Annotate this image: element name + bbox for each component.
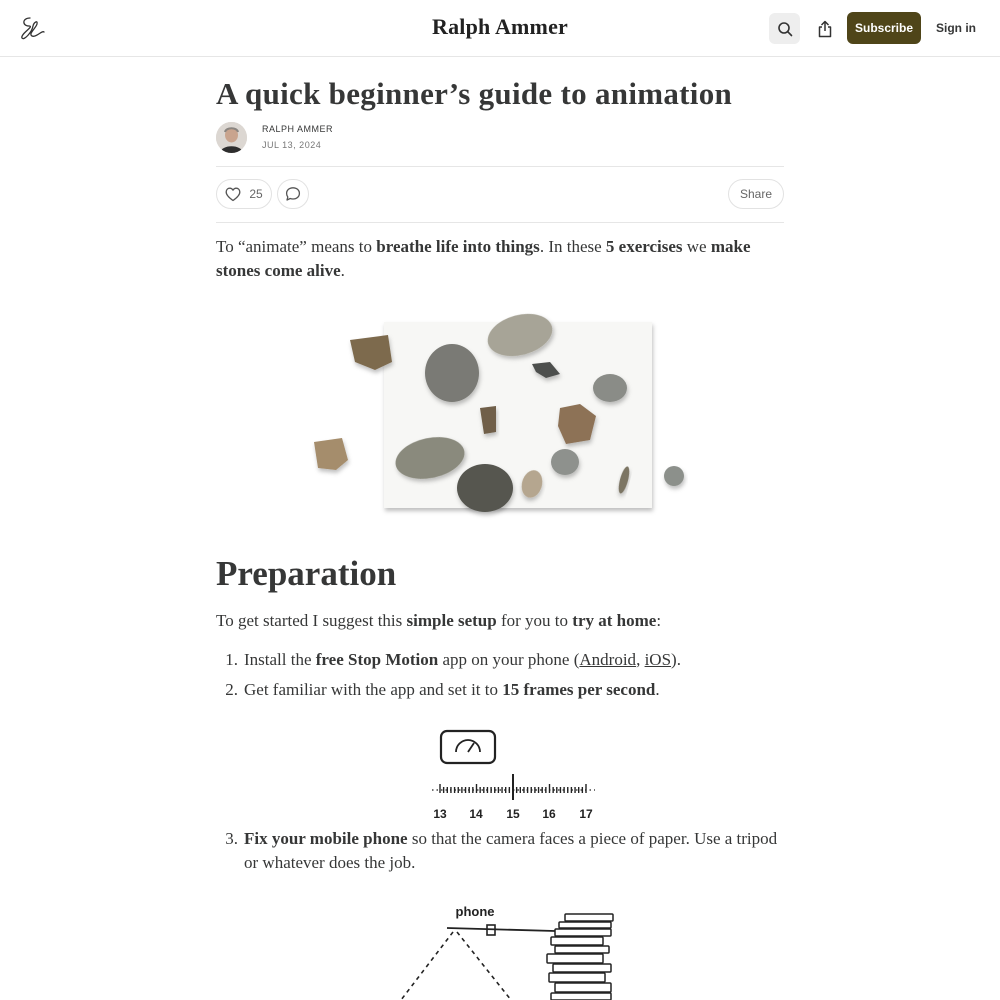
text: , (636, 650, 645, 669)
list-item (244, 648, 784, 672)
text: ). (671, 650, 681, 669)
tick-label: 17 (579, 807, 593, 821)
author-photo (216, 122, 247, 153)
text: Install the (244, 650, 316, 669)
comment-button[interactable] (277, 179, 309, 209)
share-label: Share (739, 187, 773, 201)
text: To “animate” means to (216, 237, 377, 256)
share-post-button[interactable] (728, 179, 784, 209)
tick-label: 16 (542, 807, 556, 821)
text: app on your phone ( (438, 650, 580, 669)
text: . In these (539, 237, 606, 256)
setup-paragraph (216, 609, 784, 633)
subscribe-button[interactable]: Subscribe (847, 12, 921, 44)
list-item (244, 827, 784, 875)
text: : (656, 611, 662, 630)
share-button[interactable] (812, 13, 838, 44)
bold-text: try at home (572, 611, 657, 630)
tick-label: 15 (506, 807, 520, 821)
section-heading: Preparation (216, 554, 397, 593)
publication-title[interactable]: Ralph Ammer (431, 14, 569, 39)
search-button[interactable] (769, 13, 800, 44)
tick-label: 14 (469, 807, 483, 821)
text: we (682, 237, 711, 256)
list-number: 3. (225, 829, 238, 848)
comment-icon (285, 186, 301, 202)
bold-text: make stones come alive (216, 237, 751, 280)
sign-in-button[interactable]: Sign in (936, 21, 976, 35)
frames-per-second-illustration[interactable] (420, 726, 610, 826)
android-link[interactable]: Android (579, 650, 637, 669)
divider (216, 222, 784, 223)
bold-text: free Stop Motion (315, 650, 439, 669)
list-number: 1. (225, 650, 238, 669)
list-number: 2. (225, 680, 238, 699)
bold-text: 5 exercises (605, 237, 683, 256)
post-title: A quick beginner’s guide to animation (216, 76, 733, 111)
stones-image[interactable] (300, 300, 700, 530)
bold-text: 15 frames per second (502, 680, 656, 699)
text: . (655, 680, 660, 699)
list-item (244, 678, 784, 702)
bold-text: breathe life into things (376, 237, 540, 256)
author-avatar[interactable] (216, 122, 247, 153)
top-bar (0, 0, 1000, 57)
search-icon (777, 21, 793, 37)
heart-icon (225, 187, 241, 202)
intro-paragraph (216, 235, 784, 283)
text: . (340, 261, 345, 280)
phone-label: phone (455, 904, 495, 919)
text: To get started I suggest this (216, 611, 407, 630)
phone-setup-illustration[interactable] (395, 900, 625, 1000)
bold-text: Fix your mobile phone (244, 829, 408, 848)
like-count: 25 (249, 187, 263, 201)
author-name[interactable]: RALPH AMMER (262, 124, 334, 134)
post-date: JUL 13, 2024 (262, 140, 322, 150)
bold-text: simple setup (406, 611, 497, 630)
text: for you to (496, 611, 573, 630)
text: so that the camera faces a piece of paper. Use a tripod or whatever does the job. (244, 829, 778, 872)
divider (216, 166, 784, 167)
share-icon (817, 20, 833, 38)
text: Get familiar with the app and set it to (244, 680, 503, 699)
ios-link[interactable]: iOS (644, 650, 672, 669)
like-button[interactable] (216, 179, 272, 209)
tick-label: 13 (433, 807, 447, 821)
